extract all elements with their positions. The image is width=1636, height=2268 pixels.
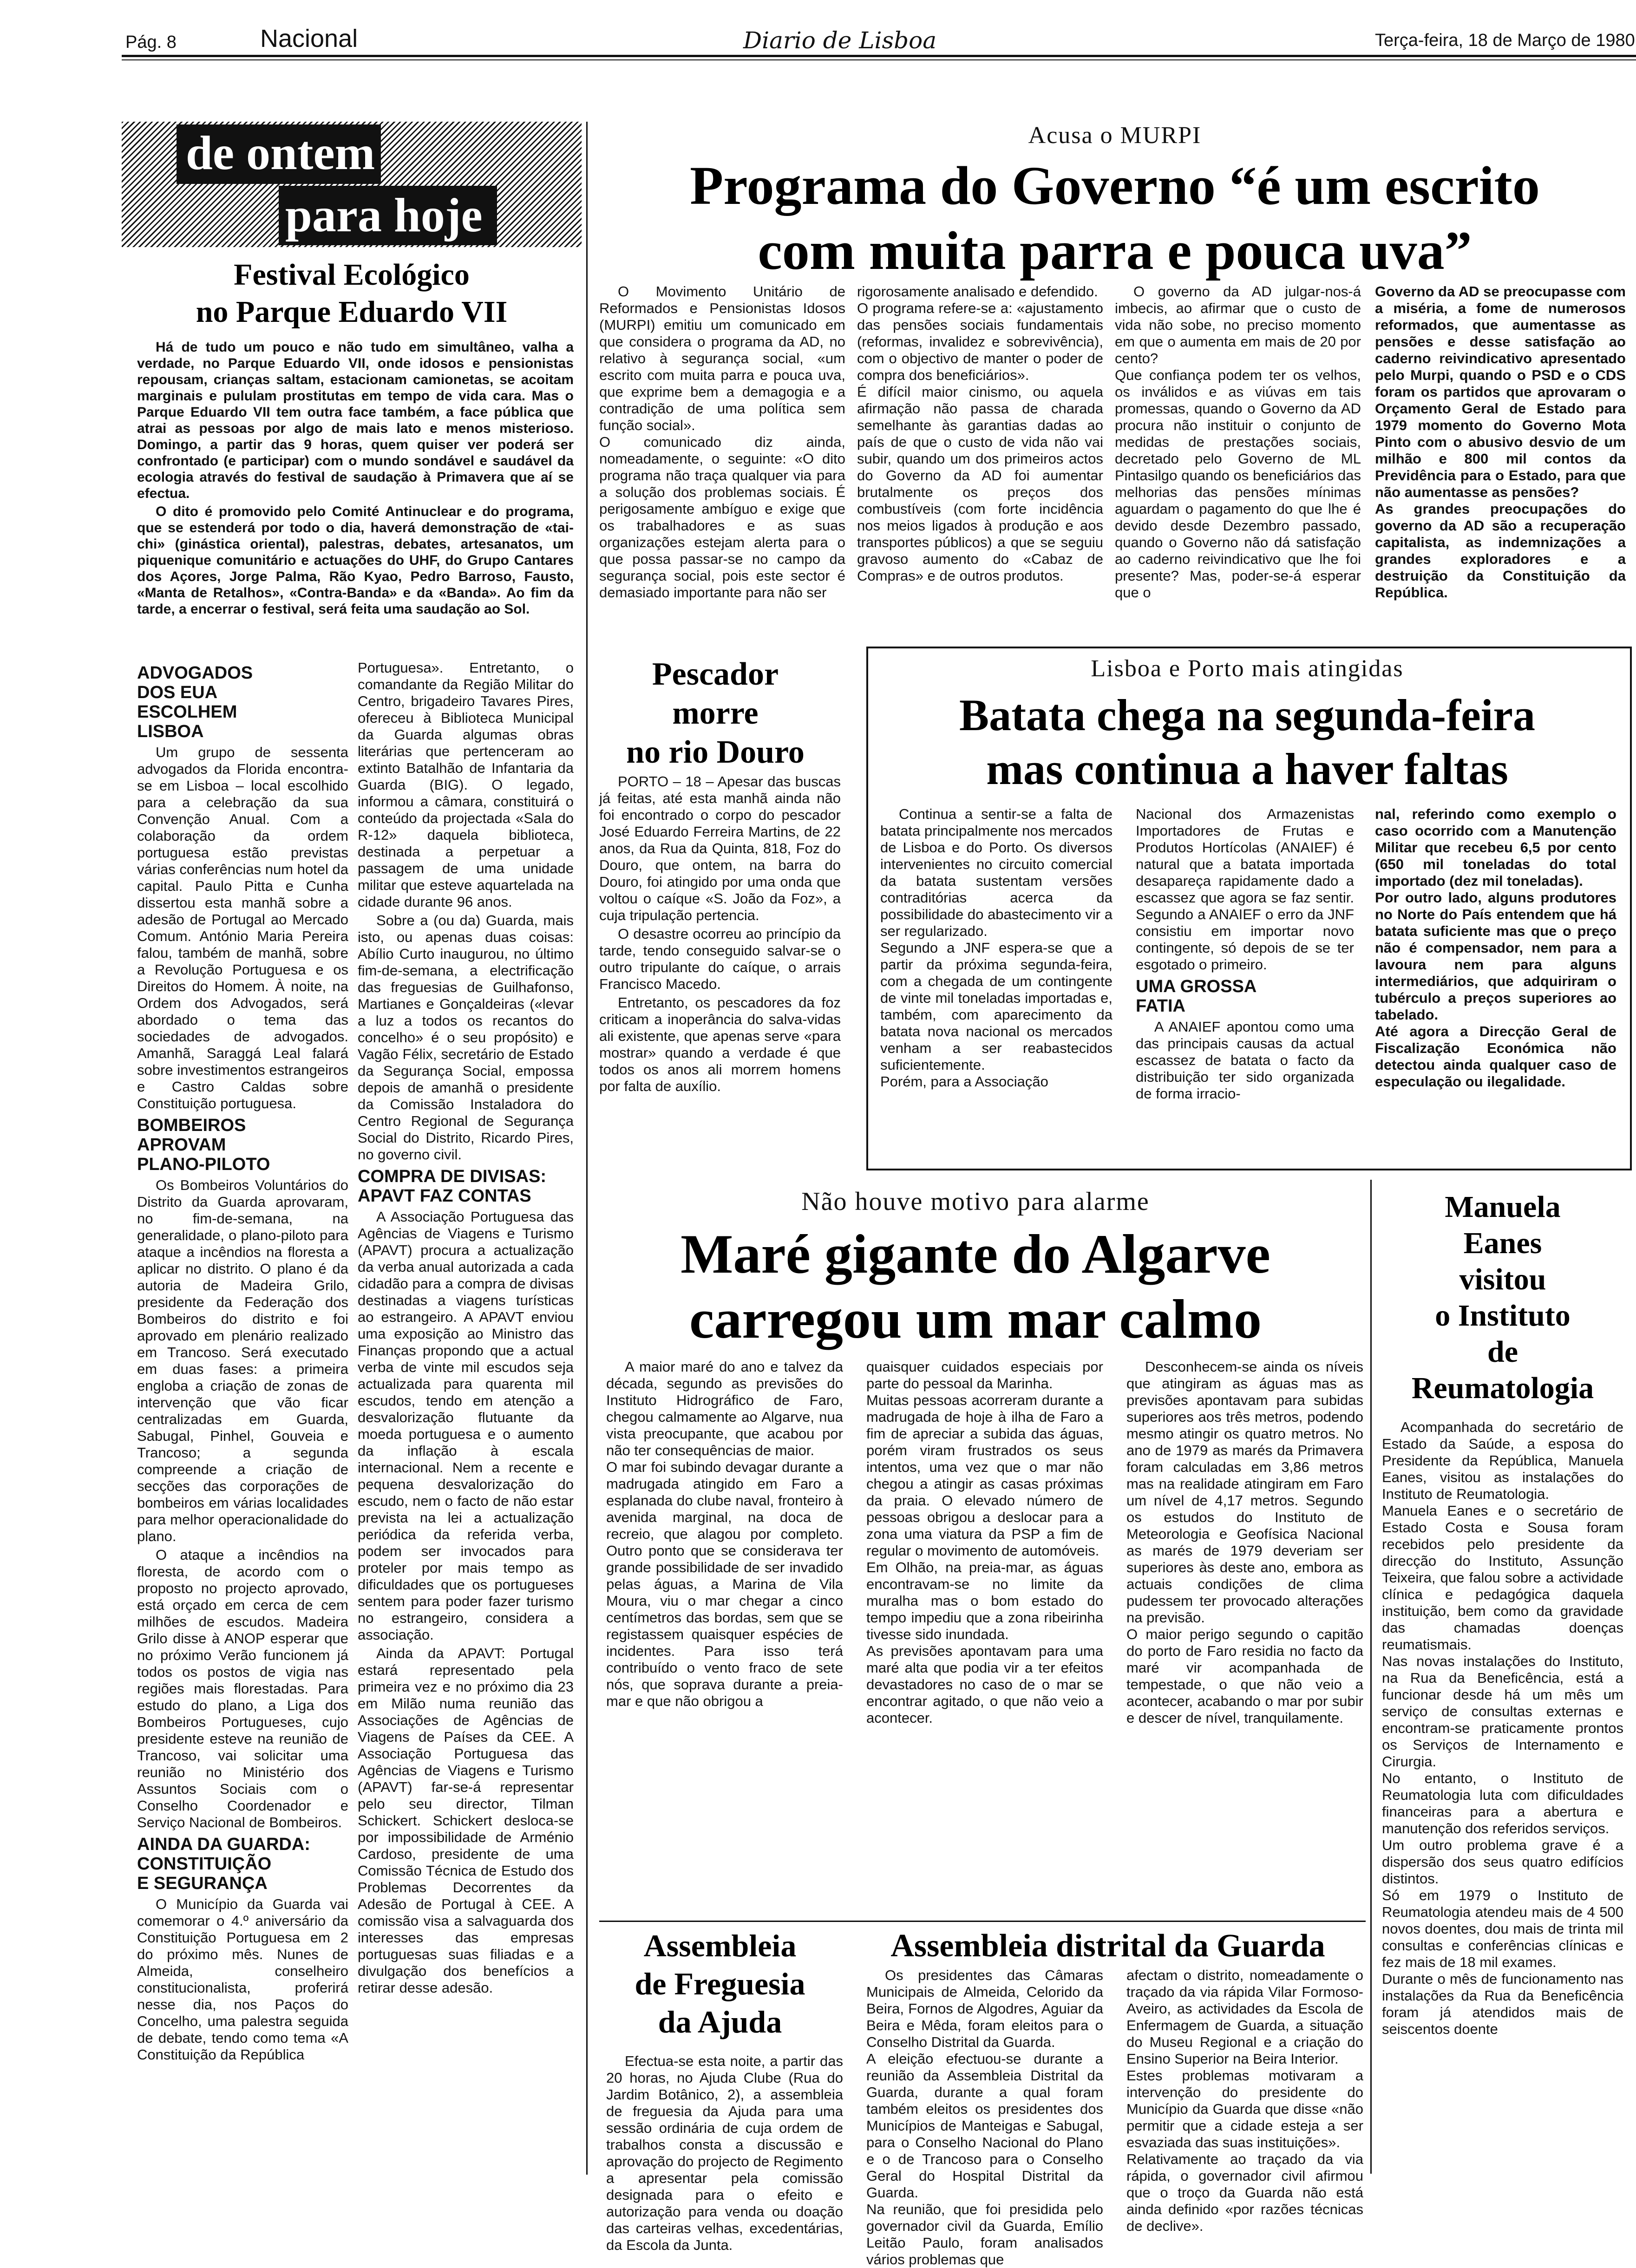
mare-text-2: quaisquer cuidados especiais por parte do pessoal da Marinha. Muitas pessoas acorreram durante a madrugada de hoje à ilha de Faro a fim de apreciar a subida das águas, porém viram frustrados os seus intentos, uma vez que o mar não chegou a atingir as casas próximas da praia. O elevado número de pessoas obrigou a deslocar para a zona uma viatura da PSP a fim de regular o movimento de automóveis. Em Olhão, na preia-mar, as águas encontravam-se no limite da muralha mas o bom estado do tempo impediu que a zona ribeirinha tivesse sido inundada. As previsões apontavam para uma maré alta que podia vir a ter efeitos devastadores no caso de o mar se encontrar agitado, o que não veio a acontecer. bbox=[866, 1359, 1103, 1726]
header-rule-thin bbox=[122, 59, 1636, 60]
murpi-col-1 bbox=[599, 283, 845, 636]
pescador-text bbox=[599, 773, 841, 1145]
bombeiros-text-1: Os Bombeiros Voluntários do Distrito da Guarda aprovaram, no fim-de-semana, na generalidade, o plano-piloto para ataque a incêndios na floresta a aplicar no distrito. O plano é da autoria de Madeira Grilo, presidente da Federação dos Bombeiros do distrito e foi aprovado em plenário realizado em Trancoso. Será executado em duas fases: a primeira engloba a criação de zonas de intervenção que vão ficar centralizadas em Guarda, Sabugal, Pinhel, Gouveia e Trancoso; a segunda compreende a criação de secções das corporações de bombeiros em várias localidades para melhor operacionalidade do plano. bbox=[137, 1177, 348, 1544]
pescador-p1: PORTO – 18 – Apesar das buscas já feitas, até esta manhã ainda não foi encontrado o corpo do pescador José Eduardo Ferreira Martins, de 22 anos, da Rua da Quinta, 818, Foz do Douro, que ontem, na barra do Douro, foi atingido por uma onda que voltou o caíque «S. João da Foz», a cuja tripulação pertencia. bbox=[599, 773, 841, 923]
section-name: Nacional bbox=[260, 25, 358, 52]
batata-col-2 bbox=[1136, 806, 1354, 1159]
batata-kicker: Lisboa e Porto mais atingidas bbox=[1091, 655, 1404, 682]
mare-col-2 bbox=[866, 1359, 1103, 1911]
festival-text bbox=[137, 339, 574, 669]
mare-kicker: Não houve motivo para alarme bbox=[801, 1187, 1150, 1216]
guarda-constituicao-heading: AINDA DA GUARDA: CONSTITUIÇÃO E SEGURANÇA bbox=[137, 1835, 310, 1893]
murpi-col-4 bbox=[1375, 283, 1626, 636]
batata-text-3: nal, referindo como exemplo o caso ocorrido com a Manutenção Militar que recebeu 6,5 por cento (650 mil toneladas do total importado (dez mil toneladas). Por outro lado, alguns produtores no Norte do País entendem que há batata suficiente mas que o preço não é compensador, nem para a lavoura nem para alguns intermediários, que adquiriram o tubérculo a preços superiores ao tabelado. Até agora a Direcção Geral de Fiscalização Económica não detectou ainda qualquer caso de especulação ou ilegalidade. bbox=[1375, 806, 1616, 1090]
batata-headline: Batata chega na segunda-feira mas continua a haver faltas bbox=[959, 690, 1535, 794]
batata-text-1: Continua a sentir-se a falta de batata principalmente nos mercados de Lisboa e do Porto. Os diversos intervenientes no circuito comercial da batata sustentam versões contraditórias acerca da possibilidade do abastecimento vir a ser regularizado. Segundo a JNF espera-se que a partir da próxima segunda-feira, com a chegada de um contingente de vinte mil toneladas importadas e, também, com aparecimento da batata nova nacional os mercados venham a ser reabastecidos suficientemente. Porém, para a Associação bbox=[880, 806, 1112, 1090]
advogados-text: Um grupo de sessenta advogados da Florida encontra-se em Lisboa – local escolhido para a celebração da sua Convenção Anual. Com a colaboração da ordem portuguesa estão previstas várias conferências num hotel da capital. Paulo Pitta e Cunha dissertou esta manhã sobre a adesão de Portugal ao Mercado Comum. António Maria Pereira falou, também de manhã, sobre a Revolução Portuguesa e os Direitos do Homem. À noite, na Ordem dos Advogados, será abordado o tema das sociedades de advogados. Amanhã, Saraggá Leal falará sobre investimentos estrangeiros e Castro Caldas sobre Constituição portuguesa. bbox=[137, 744, 348, 1111]
banner-line2: para hoje bbox=[285, 189, 483, 242]
batata-text-2b: A ANAIEF apontou como uma das principais causas da actual escassez de batata o facto da distribuição ter sido organizada de forma irracio- bbox=[1136, 1019, 1354, 1102]
pescador-p3: Entretanto, os pescadores da foz criticam a inoperância do salva-vidas ali existente, que apenas serve «para mostrar» quando a verdade é que todos os anos ali morrem homens por falta de auxílio. bbox=[599, 994, 841, 1094]
murpi-col-3 bbox=[1115, 283, 1361, 636]
batata-col-3 bbox=[1375, 806, 1616, 1159]
pescador-p2: O desastre ocorreu ao princípio da tarde, tendo conseguido salvar-se o outro tripulante do caíque, o arrais Francisco Macedo. bbox=[599, 926, 841, 992]
manuela-headline: Manuela Eanes visitou o Instituto de Reumatologia bbox=[1411, 1190, 1594, 1405]
mare-text-1: A maior maré do ano e talvez da década, segundo as previsões do Instituto Hidrográfico de Faro, chegou calmamente ao Algarve, nua vista preocupante, que acabou por não ter consequências de maior. O mar foi subindo devagar durante a madrugada atingido em Faro a esplanada do clube naval, fronteiro à avenida marginal, na doca de recreio, que alagou por completo. Outro ponto que se considerava ter grande possibilidade de ser invadido pelas águas, a Marina de Vila Moura, viu o mar chegar a cinco centímetros das bordas, sem que se registassem quaisquer espécies de incidentes. Para isso terá contribuído o vento fraco de sete nós, que soprava durante a preia-mar e que não obrigou a bbox=[606, 1359, 843, 1709]
murpi-headline: Programa do Governo “é um escrito com muita parra e pouca uva” bbox=[690, 155, 1540, 281]
batata-col-1 bbox=[880, 806, 1112, 1159]
festival-p1: Há de tudo um pouco e não tudo em simultâneo, valha a verdade, no Parque Eduardo VII, onde idosos e pensionistas repousam, crianças saltam, estacionam camionetas, se acoitam marginais e pululam prostitutas em tempo de vida cara. Mas o Parque Eduardo VII tem outra face também, a face pública que atrai as pessoas por algo de mais lato e menos misterioso. Domingo, a partir das 9 horas, quem quiser ver poderá ser confrontado (e participar) com o mundo sondável e saudável da ecologia através do festival de saudação à Primavera que aí se efectua. bbox=[137, 340, 574, 501]
guarda-col-2 bbox=[1126, 1967, 1363, 2234]
manuela-body: Acompanhada do secretário de Estado da Saúde, a esposa do Presidente da República, Manuela Eanes, visitou as instalações do Instituto de Reumatologia. Manuela Eanes e o secretário de Estado Costa e Sousa foram recebidos pelo presidente da direcção do Instituto, Assunção Teixeira, que falou sobre a actividade clínica e pedagógica daquela instituição, bem como da gravidade das chamadas doenças reumatismais. Nas novas instalações do Instituto, na Rua da Beneficência, está a funcionar desde há um mês um serviço de consultas externas e encontram-se praticamente prontos os Serviços de Internamento e Cirurgia. No entanto, o Instituto de Reumatologia luta com dificuldades financeiras para a abertura e manutenção dos referidos serviços. Um outro problema grave é a dispersão dos seus quatro edifícios distintos. Só em 1979 o Instituto de Reumatologia atendeu mais de 4 500 novos doentes, dou mais de trinta mil consultas e conferências clínicas e fez mais de 18 mil exames. Durante o mês de funcionamento nas instalações da Rua da Beneficência foram já atendidos mais de seiscentos doente bbox=[1382, 1419, 1623, 2037]
guarda-headline: Assembleia distrital da Guarda bbox=[890, 1928, 1325, 1964]
page-number: Pág. 8 bbox=[125, 33, 177, 52]
left-column-rule bbox=[586, 122, 588, 2175]
ajuda-headline: Assembleia de Freguesia da Ajuda bbox=[635, 1928, 805, 2039]
mare-text-3: Desconhecem-se ainda os níveis que atingiram as águas mas as previsões apontavam para subidas superiores aos três metros, podendo mesmo atingir os quatro metros. No ano de 1979 as marés da Primavera foram calculadas em 3,86 metros mas na realidade atingiram em Faro um nível de 4,17 metros. Segundo os estudos do Instituto de Meteorologia e Geofísica Nacional as marés de 1979 deveriam ser superiores às deste ano, embora as actuais condições de clima pudessem ter provocado alterações na previsão. O maior perigo segundo o capitão do porto de Faro residia no facto da maré vir acompanhada de tempestade, o que não veio a acontecer, acabando o mar por subir e descer de nível, tranquilamente. bbox=[1126, 1359, 1363, 1726]
divisas-text-1: A Associação Portuguesa das Agências de Viagens e Turismo (APAVT) procura a actualização da verba anual autorizada a cada cidadão para a compra de divisas destinadas a viagens turísticas ao estrangeiro. A APAVT enviou uma exposição ao Ministro das Finanças propondo que a actual verba de vinte mil escudos seja actualizada para quarenta mil escudos, tendo em atenção a desvalorização flutuante da moeda portuguesa e o aumento da inflação à escala internacional. Nem a recente e pequena desvalorização do escudo, nem o facto de não estar prevista na lei a actualização periódica da referida verba, podem ser invocados para proteler por mais tempo as dificuldades que os portugueses sentem para poder fazer turismo no estrangeiro, considera a associação. bbox=[358, 1209, 574, 1643]
divisas-heading: COMPRA DE DIVISAS: APAVT FAZ CONTAS bbox=[358, 1167, 547, 1206]
divisas-text-2: Ainda da APAVT: Portugal estará representado pela primeira vez e no próximo dia 23 em Milão numa reunião das Associações de Agências de Viagens de Países da CEE. A Associação Portuguesa das Agências de Viagens e Turismo (APAVT) far-se-á representar pelo seu director, Tilman Schickert. Schickert desloca-se por impossibilidade de Arménio Cardoso, presidente de uma Comissão Técnica de Estudo dos Problemas Decorrentes da Adesão de Portugal à CEE. A comissão visa a salvaguarda dos interesses das empresas portuguesas suas filiadas e a divulgação dos benefícios a retirar desse adesão. bbox=[358, 1645, 574, 1996]
mare-col-3 bbox=[1126, 1359, 1363, 1911]
left-col-b bbox=[358, 660, 574, 2174]
advogados-heading: ADVOGADOS DOS EUA ESCOLHEM LISBOA bbox=[137, 663, 253, 741]
guarda-continuacao: Portuguesa». Entretanto, o comandante da Região Militar do Centro, brigadeiro Tavares Pires, ofereceu à Biblioteca Municipal da Guarda algumas obras literárias que pertenceram ao extinto Batalhão de Infantaria da Guarda (BIG). O legado, informou a câmara, constituirá o conteúdo da projectada «Sala do R-12» daquela biblioteca, destinada a perpetuar a passagem de uma unidade militar que esteve aquartelada na cidade durante 96 anos. bbox=[358, 660, 574, 910]
batata-text-2: Nacional dos Armazenistas Importadores de Frutas e Produtos Hortícolas (ANAIEF) é natural que a batata importada desapareça rapidamente dado a escassez que agora se faz sentir. Segundo a ANAIEF o erro da JNF consistiu em importar novo contingente, só depois de se ter esgotado o primeiro. bbox=[1136, 806, 1354, 973]
header-rule bbox=[122, 55, 1636, 57]
guarda-text-2: afectam o distrito, nomeadamente o traçado da via rápida Vilar Formoso-Aveiro, as actividades da Escola de Enfermagem de Guarda, a situação do Museu Regional e a criação do Ensino Superior na Beira Interior. Estes problemas motivaram a intervenção do presidente do Município da Guarda que disse «não permitir que a cidade esteja a ser esvaziada das suas instituições». Relativamente ao traçado da via rápida, o governador civil afirmou que o troço da Guarda não está ainda definido «por razões técnicas de declive». bbox=[1126, 1967, 1363, 2234]
manuela-text bbox=[1382, 1419, 1623, 2171]
bottom-section-rule bbox=[599, 1921, 1366, 1922]
murpi-text-2: rigorosamente analisado e defendido. O programa refere-se a: «ajustamento das pensões sociais fundamentais (reformas, invalidez e sobrevivência), com o objectivo de manter o poder de compra dos beneficiários». É difícil maior cinismo, ou aquela afirmação não passa de charada semelhante às garantias dadas ao país de que o custo de vida não vai subir, quando um dos primeiros actos do Governo da AD foi aumentar brutalmente os preços dos combustíveis (com forte incidência nos meios ligados à produção e aos transportes públicos) a que se seguiu gravoso aumento do «Cabaz de Compras» e de outros produtos. bbox=[857, 283, 1103, 584]
banner-line1: de ontem bbox=[186, 126, 375, 180]
masthead: Diario de Lisboa bbox=[743, 27, 937, 54]
murpi-text-1: O Movimento Unitário de Reformados e Pensionistas Idosos (MURPI) emitiu um comunicado em que considera o programa da AD, no relativo à segurança social, «um escrito com muita parra e pouca uva, que exprime bem a demagogia e a contradição de uma política sem função social». O comunicado diz ainda, nomeadamente, o seguinte: «O dito programa não traça qualquer via para a solução dos problemas sociais. É perigosamente ambíguo e exige que os trabalhadores e as suas organizações estejam alerta para o que possa passar-se no campo da segurança social, pois este sector é demasiado importante para não ser bbox=[599, 283, 845, 601]
murpi-text-4: Governo da AD se preocupasse com a miséria, a fome de numerosos reformados, que aumentasse as pensões e desse satisfação ao caderno reivindicativo apresentado pelo Murpi, quando o PSD e o CDS foram os partidos que aprovaram o Orçamento Geral de Estado para 1979 momento do Governo Mota Pinto com o abusivo desvio de um milhão e 800 mil contos da Previdência para o Estado, para que não aumentasse as pensões? As grandes preocupações do governo da AD são a recuperação capitalista, as indemnizações a grandes exploradores e a destruição da Constituição da República. bbox=[1375, 283, 1626, 601]
murpi-kicker: Acusa o MURPI bbox=[1028, 122, 1202, 149]
bombeiros-heading: BOMBEIROS APROVAM PLANO-PILOTO bbox=[137, 1116, 270, 1174]
ajuda-text bbox=[606, 2053, 843, 2253]
left-col-a bbox=[137, 660, 348, 2174]
guarda-constituicao-text: O Município da Guarda vai comemorar o 4.º aniversário da Constituição Portuguesa em 2 do próximo mês. Nunes de Almeida, conselheiro constitucionalista, proferirá nesse dia, nos Paços do Concelho, uma palestra seguida de debate, tendo como tema «A Constituição da República bbox=[137, 1896, 348, 2063]
mare-right-rule bbox=[1370, 1180, 1372, 2174]
guarda-col-1 bbox=[866, 1967, 1103, 2268]
murpi-col-2 bbox=[857, 283, 1103, 636]
festival-p2: O dito é promovido pelo Comité Antinuclear e do programa, que se estenderá por todo o dia, haverá demonstração de «tai-chi» (ginástica oriental), palestras, debates, artesanatos, um piquenique comunitário e actuações do UHF, do Grupo Cantares dos Açores, Jorge Palma, Rão Kyao, Pedro Barroso, Fausto, «Manta de Retalhos», «Contra-Banda» e da «Banda». Ao fim da tarde, a encerrar o festival, será feita uma saudação ao Sol. bbox=[137, 504, 574, 617]
festival-title: Festival Ecológico no Parque Eduardo VII bbox=[196, 258, 508, 329]
mare-col-1 bbox=[606, 1359, 843, 1911]
guarda-mais: Sobre a (ou da) Guarda, mais isto, ou apenas duas coisas: Abílio Curto inaugurou, no último fim-de-semana, a electrificação das freguesias de Guilhafonso, Martianes e Gonçaldeiras («levar a luz a todos os recantos do concelho» é o seu propósito) e Vagão Félix, secretário de Estado da Segurança Social, empossa depois de amanhã o presidente da Comissão Instaladora do Centro Regional de Segurança Social do Distrito, Ricardo Pires, no governo civil. bbox=[358, 912, 574, 1163]
guarda-text-1: Os presidentes das Câmaras Municipais de Almeida, Celorido da Beira, Fornos de Algodres, Aguiar da Beira e Mêda, foram eleitos para o Conselho Distrital da Guarda. A eleição efectuou-se durante a reunião da Assembleia Distrital da Guarda, durante a qual foram também eleitos os presidentes dos Municípios de Manteigas e Sabugal, para o Conselho Nacional do Plano e o de Trancoso para o Conselho Geral do Hospital Distrital da Guarda. Na reunião, que foi presidida pelo governador civil da Guarda, Emílio Leitão Paulo, foram analisados vários problemas que bbox=[866, 1967, 1103, 2268]
bombeiros-text-2: O ataque a incêndios na floresta, de acordo com o proposto no projecto aprovado, está orçado em cerca de cem milhões de escudos. Madeira Grilo disse à ANOP esperar que no próximo Verão funcionem já todos os postos de vigia nas regiões mais florestadas. Para estudo do plano, a Liga dos Bombeiros Portugueses, cujo presidente esteve na reunião de Trancoso, vai solicitar uma reunião no Ministério dos Assuntos Sociais com o Conselho Coordenador e Serviço Nacional de Bombeiros. bbox=[137, 1547, 348, 1830]
murpi-text-3: O governo da AD julgar-nos-á imbecis, ao afirmar que o custo de vida não sobe, no preciso momento em que o aumenta em mais de 20 por cento? Que confiança podem ter os velhos, os inválidos e as viúvas em tais promessas, quando o Governo da AD procura não instituir o conjunto de medidas de prestações sociais, decretado pelo Governo de ML Pintasilgo quando os beneficiários das melhorias das pensões mínimas aguardam o pagamento do que lhe é devido desde Dezembro passado, quando o Governo não dá satisfação ao caderno reivindicativo que lhe foi presente? Mas, poder-se-á esperar que o bbox=[1115, 283, 1361, 601]
pescador-headline: Pescador morre no rio Douro bbox=[626, 656, 805, 770]
ajuda-body: Efectua-se esta noite, a partir das 20 horas, no Ajuda Clube (Rua do Jardim Botânico, 2), a assembleia de freguesia da Ajuda para uma sessão ordinária de cuja ordem de trabalhos consta a discussão e aprovação do projecto de Regimento a apresentar pela comissão designada para o efeito e autorização para venda ou doação das carteiras velhas, excedentárias, da Escola da Junta. bbox=[606, 2053, 843, 2253]
mare-headline: Maré gigante do Algarve carregou um mar calmo bbox=[681, 1223, 1270, 1350]
batata-subheading: UMA GROSSA FATIA bbox=[1136, 977, 1257, 1016]
page-date: Terça-feira, 18 de Março de 1980 bbox=[1375, 31, 1635, 50]
